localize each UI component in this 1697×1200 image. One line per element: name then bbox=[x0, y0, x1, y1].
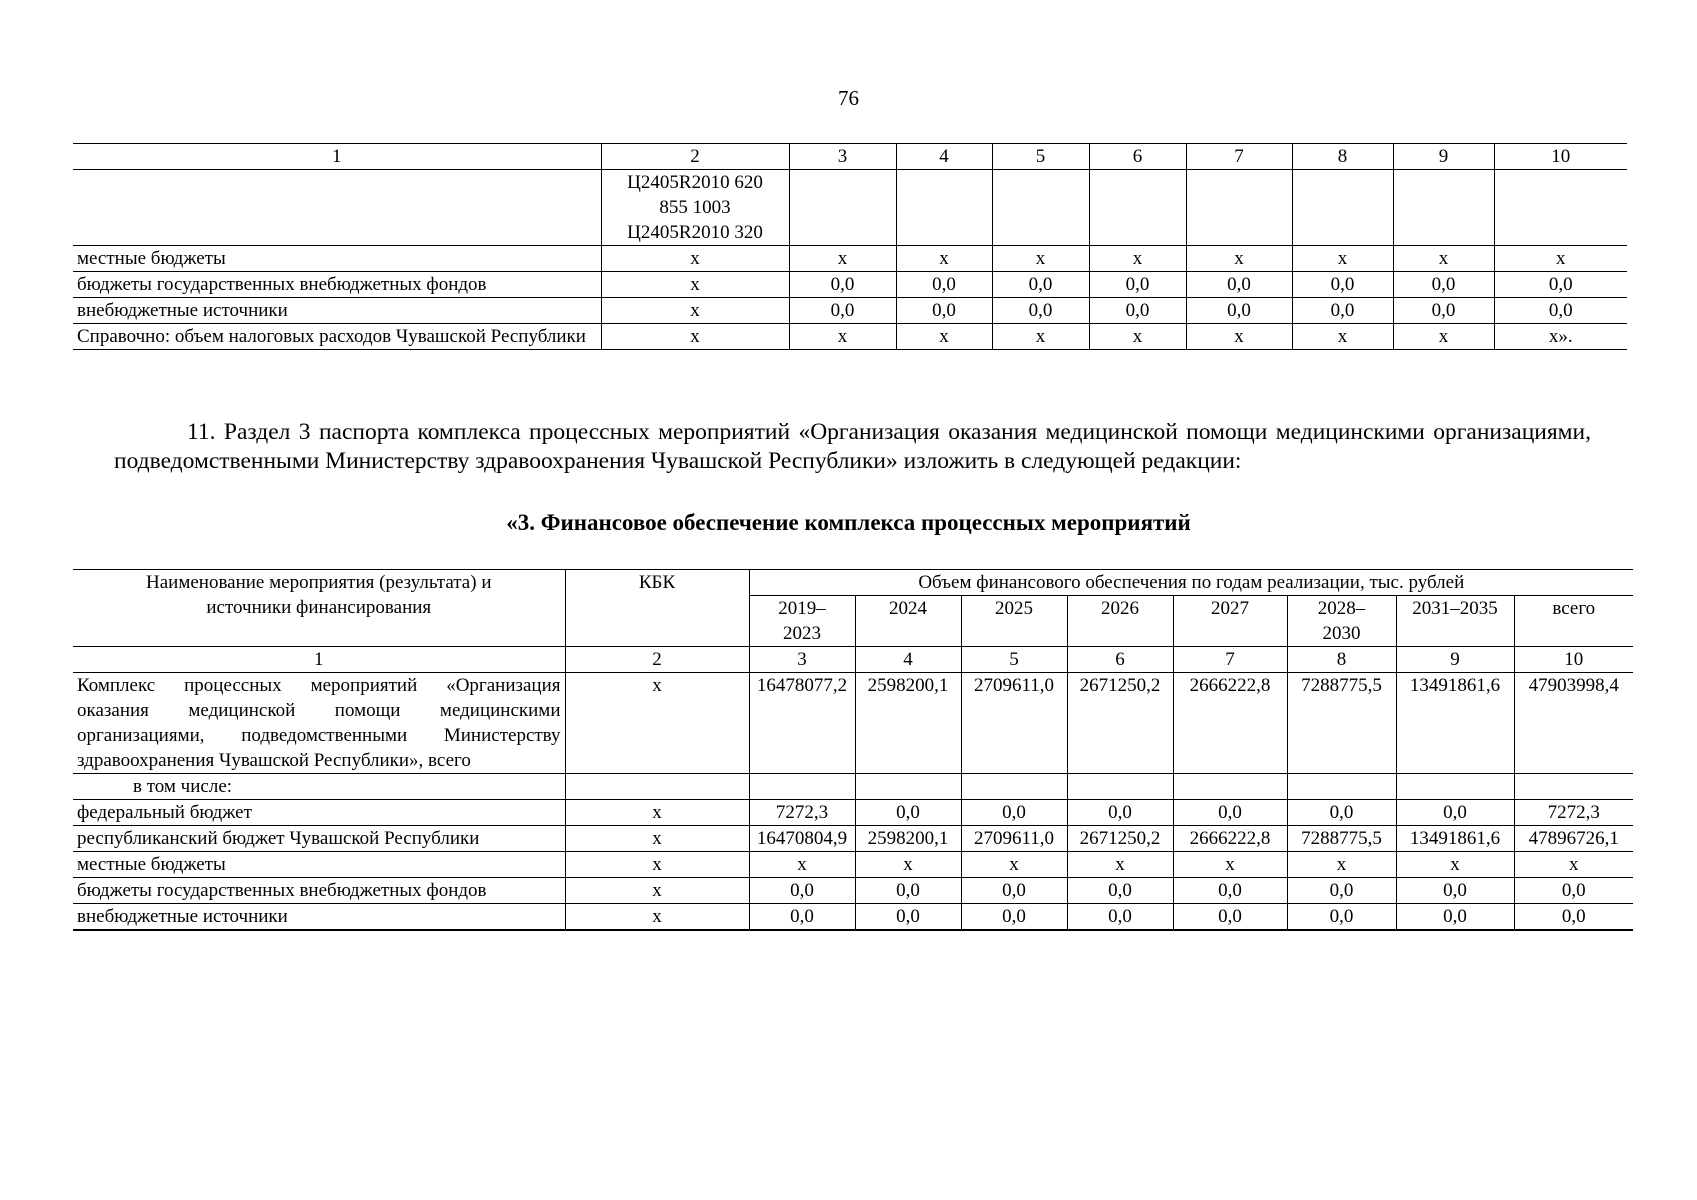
row-label: федеральный бюджет bbox=[73, 800, 565, 826]
value-cell: 2666222,8 bbox=[1173, 826, 1287, 852]
kbk-cell: х bbox=[565, 826, 749, 852]
value-cell: х bbox=[1393, 246, 1494, 272]
value-cell: 0,0 bbox=[1173, 800, 1287, 826]
value-cell bbox=[749, 774, 855, 800]
kbk-cell: х bbox=[601, 246, 789, 272]
value-cell: 2598200,1 bbox=[855, 673, 961, 774]
row-label: бюджеты государственных внебюджетных фондов bbox=[73, 878, 565, 904]
page-number: 76 bbox=[838, 86, 859, 110]
value-cell bbox=[1396, 774, 1514, 800]
column-number: 3 bbox=[749, 647, 855, 673]
value-cell bbox=[1514, 774, 1633, 800]
value-cell: 0,0 bbox=[1173, 904, 1287, 931]
column-number: 10 bbox=[1514, 647, 1633, 673]
value-cell: 2709611,0 bbox=[961, 826, 1067, 852]
column-number: 9 bbox=[1393, 144, 1494, 170]
value-cell: 0,0 bbox=[1089, 298, 1186, 324]
year-header: 2025 bbox=[961, 596, 1067, 647]
value-cell: 0,0 bbox=[1494, 272, 1627, 298]
table-row bbox=[73, 298, 1627, 324]
year-header: 2019–2023 bbox=[749, 596, 855, 647]
column-number: 6 bbox=[1067, 647, 1173, 673]
value-cell: 2666222,8 bbox=[1173, 673, 1287, 774]
value-cell: 0,0 bbox=[1287, 800, 1396, 826]
column-number: 1 bbox=[73, 647, 565, 673]
table-row bbox=[73, 852, 1633, 878]
value-cell: х bbox=[992, 246, 1089, 272]
amendment-paragraph: 11. Раздел 3 паспорта комплекса процессных мероприятий «Организация оказания медицинской помощи медицинскими организациями, подведомственными Министерству здравоохранения Чувашской Республики» изложить в следующей редакции: bbox=[114, 419, 1591, 474]
kbk-cell: х bbox=[601, 324, 789, 350]
value-cell: 0,0 bbox=[992, 272, 1089, 298]
value-cell: х bbox=[1186, 324, 1292, 350]
value-cell: х bbox=[1287, 852, 1396, 878]
value-cell: 0,0 bbox=[1494, 298, 1627, 324]
continuation-table bbox=[73, 143, 1627, 350]
column-number: 4 bbox=[855, 647, 961, 673]
value-cell: 0,0 bbox=[1396, 800, 1514, 826]
kbk-line: Ц2405R2010 320 bbox=[627, 222, 763, 243]
value-cell: х bbox=[1494, 246, 1627, 272]
row-label: местные бюджеты bbox=[73, 246, 601, 272]
column-numbers-row bbox=[73, 647, 1633, 673]
year-header: 2028–2030 bbox=[1287, 596, 1396, 647]
kbk-cell: х bbox=[565, 852, 749, 878]
row-label: республиканский бюджет Чувашской Республики bbox=[73, 826, 565, 852]
value-cell: 0,0 bbox=[961, 878, 1067, 904]
value-cell bbox=[1067, 774, 1173, 800]
table-row bbox=[73, 774, 1633, 800]
value-cell: х bbox=[992, 324, 1089, 350]
value-cell: х bbox=[1292, 324, 1393, 350]
value-cell: 0,0 bbox=[1067, 800, 1173, 826]
header-name-cell bbox=[73, 570, 565, 647]
header-volume: Объем финансового обеспечения по годам реализации, тыс. рублей bbox=[749, 570, 1633, 596]
table-row bbox=[73, 246, 1627, 272]
row-label: местные бюджеты bbox=[73, 852, 565, 878]
value-cell: 0,0 bbox=[992, 298, 1089, 324]
kbk-line: 855 1003 bbox=[659, 197, 731, 218]
year-header: всего bbox=[1514, 596, 1633, 647]
value-cell: х bbox=[961, 852, 1067, 878]
column-number: 10 bbox=[1494, 144, 1627, 170]
value-cell: 0,0 bbox=[749, 878, 855, 904]
value-cell: 16470804,9 bbox=[749, 826, 855, 852]
value-cell: 0,0 bbox=[896, 272, 992, 298]
value-cell: 0,0 bbox=[1186, 298, 1292, 324]
value-cell: х». bbox=[1494, 324, 1627, 350]
value-cell: 0,0 bbox=[1514, 878, 1633, 904]
value-cell: 2671250,2 bbox=[1067, 826, 1173, 852]
value-cell: х bbox=[1067, 852, 1173, 878]
value-cell: 0,0 bbox=[1287, 878, 1396, 904]
value-cell: х bbox=[749, 852, 855, 878]
value-cell: 7272,3 bbox=[1514, 800, 1633, 826]
value-cell: 0,0 bbox=[789, 272, 896, 298]
value-cell: х bbox=[1089, 246, 1186, 272]
value-cell: 7288775,5 bbox=[1287, 673, 1396, 774]
value-cell: 0,0 bbox=[855, 878, 961, 904]
row-label: Справочно: объем налоговых расходов Чувашской Республики bbox=[73, 324, 601, 350]
value-cell: х bbox=[896, 246, 992, 272]
value-cell: 0,0 bbox=[1292, 272, 1393, 298]
column-number: 4 bbox=[896, 144, 992, 170]
value-cell: 13491861,6 bbox=[1396, 673, 1514, 774]
year-header: 2024 bbox=[855, 596, 961, 647]
table-row bbox=[73, 673, 1633, 774]
kbk-line: Ц2405R2010 620 bbox=[627, 172, 763, 193]
value-cell: х bbox=[896, 324, 992, 350]
value-cell: 0,0 bbox=[1292, 298, 1393, 324]
value-cell: 0,0 bbox=[789, 298, 896, 324]
value-cell: х bbox=[1292, 246, 1393, 272]
table-header-row bbox=[73, 570, 1633, 596]
column-number: 6 bbox=[1089, 144, 1186, 170]
value-cell: х bbox=[1393, 324, 1494, 350]
value-cell: 7288775,5 bbox=[1287, 826, 1396, 852]
value-cell: 7272,3 bbox=[749, 800, 855, 826]
kbk-cell: х bbox=[565, 878, 749, 904]
value-cell: х bbox=[1396, 852, 1514, 878]
value-cell: х bbox=[1089, 324, 1186, 350]
kbk-cell: х bbox=[565, 800, 749, 826]
column-number: 7 bbox=[1173, 647, 1287, 673]
value-cell: 0,0 bbox=[1514, 904, 1633, 931]
column-number: 1 bbox=[73, 144, 601, 170]
value-cell bbox=[961, 774, 1067, 800]
table-row bbox=[73, 800, 1633, 826]
header-kbk: КБК bbox=[565, 570, 749, 647]
kbk-cell: х bbox=[601, 298, 789, 324]
value-cell: х bbox=[855, 852, 961, 878]
year-header: 2026 bbox=[1067, 596, 1173, 647]
value-cell: х bbox=[1173, 852, 1287, 878]
value-cell: 0,0 bbox=[1173, 878, 1287, 904]
value-cell: 0,0 bbox=[1067, 904, 1173, 931]
value-cell bbox=[855, 774, 961, 800]
kbk-cell bbox=[601, 170, 789, 246]
table-row bbox=[73, 272, 1627, 298]
value-cell: х bbox=[1514, 852, 1633, 878]
value-cell: 0,0 bbox=[1396, 904, 1514, 931]
table-row bbox=[73, 170, 1627, 246]
kbk-cell: х bbox=[601, 272, 789, 298]
column-number: 8 bbox=[1287, 647, 1396, 673]
value-cell: х bbox=[789, 246, 896, 272]
value-cell: х bbox=[789, 324, 896, 350]
value-cell: 0,0 bbox=[855, 904, 961, 931]
column-number: 7 bbox=[1186, 144, 1292, 170]
value-cell: 0,0 bbox=[1067, 878, 1173, 904]
row-label: внебюджетные источники bbox=[73, 298, 601, 324]
value-cell: 0,0 bbox=[961, 800, 1067, 826]
value-cell: 0,0 bbox=[1393, 272, 1494, 298]
value-cell: 13491861,6 bbox=[1396, 826, 1514, 852]
year-header: 2031–2035 bbox=[1396, 596, 1514, 647]
table-row bbox=[73, 826, 1633, 852]
kbk-cell: х bbox=[565, 673, 749, 774]
value-cell bbox=[1287, 774, 1396, 800]
column-number: 9 bbox=[1396, 647, 1514, 673]
column-number: 2 bbox=[601, 144, 789, 170]
section-heading: «3. Финансовое обеспечение комплекса процессных мероприятий bbox=[506, 510, 1191, 535]
column-number: 5 bbox=[961, 647, 1067, 673]
value-cell: 47896726,1 bbox=[1514, 826, 1633, 852]
value-cell: 0,0 bbox=[1186, 272, 1292, 298]
row-label: Комплекс процессных мероприятий «Организация оказания медицинской помощи медицинскими организациями, подведомственными Министерству здравоохранения Чувашской Республики», всего bbox=[73, 673, 565, 774]
value-cell: 2598200,1 bbox=[855, 826, 961, 852]
year-header: 2027 bbox=[1173, 596, 1287, 647]
table-row bbox=[73, 878, 1633, 904]
value-cell: 0,0 bbox=[1396, 878, 1514, 904]
value-cell: 0,0 bbox=[1089, 272, 1186, 298]
value-cell: 0,0 bbox=[1393, 298, 1494, 324]
row-label: в том числе: bbox=[73, 774, 565, 800]
value-cell: 16478077,2 bbox=[749, 673, 855, 774]
value-cell: 0,0 bbox=[855, 800, 961, 826]
value-cell: х bbox=[1186, 246, 1292, 272]
value-cell: 2671250,2 bbox=[1067, 673, 1173, 774]
row-label: бюджеты государственных внебюджетных фондов bbox=[73, 272, 601, 298]
value-cell: 47903998,4 bbox=[1514, 673, 1633, 774]
column-number: 8 bbox=[1292, 144, 1393, 170]
value-cell: 0,0 bbox=[1287, 904, 1396, 931]
column-number: 3 bbox=[789, 144, 896, 170]
kbk-cell bbox=[565, 774, 749, 800]
financing-table bbox=[73, 569, 1633, 931]
row-label: внебюджетные источники bbox=[73, 904, 565, 931]
value-cell: 0,0 bbox=[749, 904, 855, 931]
value-cell: 0,0 bbox=[896, 298, 992, 324]
column-number: 5 bbox=[992, 144, 1089, 170]
table-row bbox=[73, 324, 1627, 350]
kbk-cell: х bbox=[565, 904, 749, 931]
value-cell: 0,0 bbox=[961, 904, 1067, 931]
value-cell bbox=[1173, 774, 1287, 800]
column-number: 2 bbox=[565, 647, 749, 673]
header-name: Наименование мероприятия (результата) и источники финансирования bbox=[146, 572, 492, 618]
value-cell: 2709611,0 bbox=[961, 673, 1067, 774]
table-header-row bbox=[73, 144, 1627, 170]
table-row bbox=[73, 904, 1633, 931]
